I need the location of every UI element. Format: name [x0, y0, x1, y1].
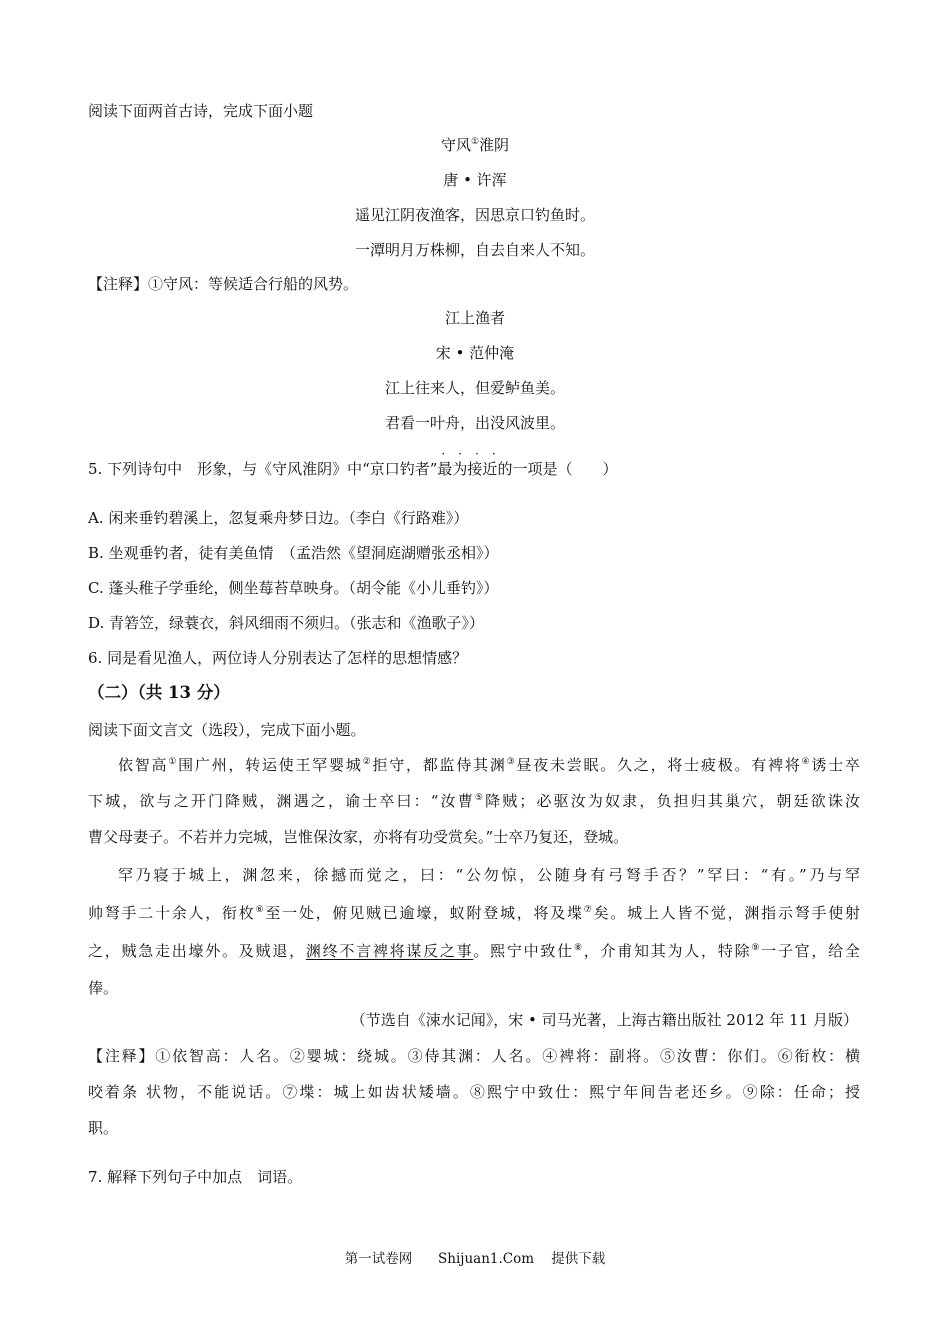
- poem1-line: 遥见江阴夜渔客，因思京口钓鱼时。: [354, 206, 595, 224]
- question-5-option-b: B. 坐观垂钓者，徒有美鱼情 （孟浩然《望洞庭湖赠张丞相》）: [88, 544, 499, 562]
- passage-line: 依智高①围广州，转运使王罕婴城②拒守，都监侍其渊③昼夜未尝眠。久之，将士疲极。有裨将④诱士卒: [118, 756, 860, 774]
- poem1-annotation: 【注释】①守风：等候适合行船的风势。: [88, 275, 359, 293]
- question-5-option-a: A. 闲来垂钓碧溪上，忽复乘舟梦日边。（李白《行路难》）: [88, 509, 469, 527]
- page-footer: 第一试卷网 Shijuan1.Com 提供下载: [344, 1251, 606, 1267]
- question-5-stem: 5. 下列诗句中 形象，与《守风淮阴》中“京口钓者” ···· 最为接近的一项是（ ）: [88, 459, 617, 479]
- passage-line: 帅弩手二十余人，衔枚⑥至一处，俯见贼已逾壕，蚁附登城，将及堞⑦矣。城上人皆不觉，渊指示弩手使射: [88, 904, 860, 922]
- poem2-line: 江上往来人，但爱鲈鱼美。: [384, 379, 565, 397]
- passage-line: 罕乃寝于城上，渊忽来，徐撼而觉之，曰：“公勿惊，公随身有弓弩手否？”罕曰：“有。”乃与罕: [118, 866, 860, 884]
- poem2-title: 江上渔者: [444, 309, 505, 327]
- question-5-option-c: C. 蓬头稚子学垂纶，侧坐莓苔草映身。（胡令能《小儿垂钓》）: [88, 579, 499, 597]
- passage-line: 曹父母妻子。不若并力完城，岂惟保汝家，亦将有功受赏矣。”士卒乃复还，登城。: [88, 828, 629, 846]
- passage-annotation: 职。: [88, 1119, 119, 1137]
- source-citation: （节选自《涑水记闻》，宋 • 司马光著，上海古籍出版社 2012 年 11 月版）: [350, 1011, 858, 1029]
- footnote-marker: ①: [470, 137, 480, 147]
- poem1-line: 一潭明月万株柳，自去自来人不知。: [354, 241, 595, 259]
- poem1-author: 唐 • 许浑: [443, 171, 507, 189]
- emphasis-dotted-text: ···· 最为接近: [437, 460, 497, 478]
- poem1-title: 守风①淮阴: [440, 136, 510, 154]
- question-6: 6. 同是看见渔人，两位诗人分别表达了怎样的思想情感？: [88, 649, 468, 667]
- poem2-author: 宋 • 范仲淹: [435, 344, 515, 362]
- poem2-line: 君看一叶舟，出没风波里。: [384, 414, 565, 432]
- passage-line: 下城，欲与之开门降贼，渊遇之，谕士卒曰：“汝曹⑤降贼；必驱汝为奴隶，负担归其巢穴，朝廷欲诛汝: [88, 792, 860, 810]
- passage-annotation: 【注释】①依智高：人名。②婴城：绕城。③侍其渊：人名。④裨将：副将。⑤汝曹：你们。⑥衔枚：横: [88, 1047, 860, 1065]
- reading-instruction-2: 阅读下面文言文（选段），完成下面小题。: [88, 721, 366, 739]
- passage-line: 俸。: [88, 979, 119, 997]
- question-5-option-d: D. 青箬笠，绿蓑衣，斜风细雨不须归。（张志和《渔歌子》）: [88, 614, 485, 632]
- passage-line: 之，贼急走出壕外。及贼退，渊终不言裨将谋反之事。熙宁中致仕⑧，介甫知其为人，特除⑨一子官，给全: [88, 942, 860, 960]
- underlined-sentence: 渊终不言裨将谋反之事: [305, 942, 474, 960]
- passage-annotation: 咬着条 状物，不能说话。⑦堞：城上如齿状矮墙。⑧熙宁中致仕：熙宁年间告老还乡。⑨除：任命；授: [88, 1083, 860, 1101]
- reading-instruction: 阅读下面两首古诗，完成下面小题: [88, 102, 314, 120]
- emphasis-dots: ····: [441, 447, 509, 461]
- question-7: 7. 解释下列句子中加点 词语。: [88, 1168, 303, 1186]
- section-heading: （二）（共 13 分）: [88, 683, 230, 702]
